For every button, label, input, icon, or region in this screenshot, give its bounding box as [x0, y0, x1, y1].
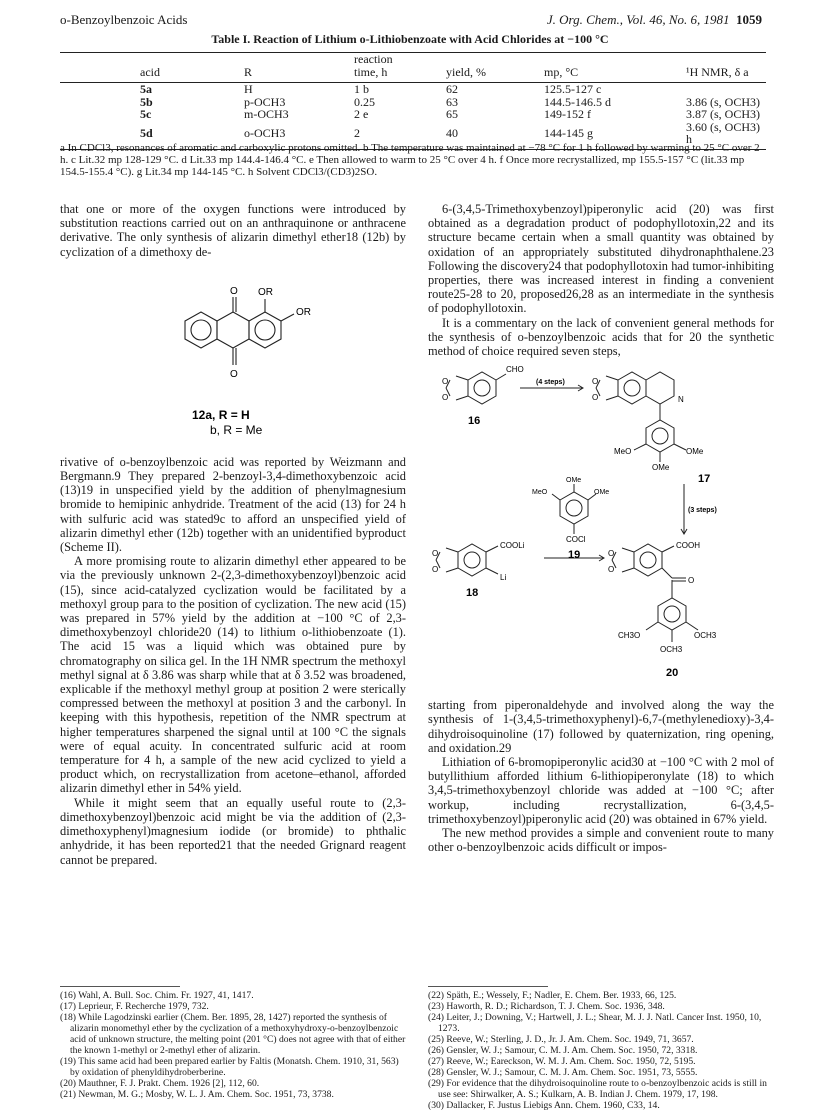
synthesis-scheme: [428, 358, 774, 698]
cocl-label: COCl: [566, 535, 586, 545]
table-cell: 2 e: [354, 107, 369, 121]
table-cell: 0.25: [354, 94, 375, 109]
reference-item: (18) While Lagodzinski earlier (Chem. Ber. 1895, 28, 1427) reported the synthesis of alizarin monomethyl ether by the cyclization of a methoxyhydroxy-o-benzoylbenzoic acid of unknown structure, the melting point (201 °C) does not agree with that of either the known 1-methyl or 2-methyl ether of alizarin.: [60, 1012, 406, 1056]
anthraquinone-structure-drawing: [60, 259, 406, 455]
table-cell: [680, 83, 766, 96]
table-cell: 144.5-146.5 d: [544, 94, 611, 109]
or-label: OR: [258, 286, 273, 298]
table-footnotes: a In CDCl3, resonances of aromatic and carboxylic protons omitted. b The temperature was maintained at −78 °C for 1 h followed by warming to 25 °C over 2 h. c Lit.32 mp 128-129 °C. d Lit.33 mp 144.4-146.4 °C. e Then allowed to warm to 25 °C over 4 h. f Once more recrystallized, mp 155.5-157 °C (lit.33 mp 154.5-155.4 °C). g Lit.34 mp 144-145 °C. h Solvent CDCl3/(CD3)2SO.: [60, 142, 760, 178]
oxygen-label: O: [608, 565, 615, 575]
reference-item: (23) Haworth, R. D.; Richardson, T. J. Chem. Soc. 1936, 348.: [428, 1001, 665, 1012]
paragraph: rivative of o-benzoylbenzoic acid was reported by Weizmann and Bergmann.9 They prepared 2-benzoyl-3,4-dimethoxybenzoic acid (13)19 in unspecified yield by the addition of phenylmagnesium bromide to hemipinic anhydride. Treatment of the acid (13) for 24 h with sulfuric acid was stated9c to afford an unspecified yield of alizarin dimethyl ether (12b) together with an unidentified byproduct (Scheme II).: [60, 454, 406, 555]
footnote-rule: [60, 986, 180, 987]
reference-item: (27) Reeve, W.; Eareckson, W. M. J. Am. Chem. Soc. 1950, 72, 5195.: [428, 1056, 696, 1067]
meo-label: MeO: [614, 447, 632, 457]
oxygen-label: O: [442, 377, 449, 387]
compound-20-label: 20: [666, 667, 679, 680]
paragraph: The new method provides a simple and convenient route to many other o-benzoylbenzoic acids difficult or impos-: [428, 826, 774, 855]
structure-12: [60, 259, 406, 455]
left-column: [60, 202, 406, 867]
running-head-left: o-Benzoylbenzoic Acids: [60, 12, 188, 27]
oxygen-label: O: [592, 393, 599, 403]
table-cell: 1 b: [354, 82, 369, 96]
table-cell: 144-145 g: [538, 121, 680, 150]
oxygen-label: O: [432, 549, 439, 559]
col-header: R: [238, 66, 348, 83]
synthesis-scheme-drawing: [428, 358, 774, 698]
cooh-label: COOH: [676, 541, 700, 551]
ome-label: OMe: [566, 477, 582, 485]
caption-12b: b, R = Me: [210, 422, 263, 437]
ome-label: OMe: [652, 463, 670, 473]
table-header-row: [60, 66, 766, 83]
och3-label: OCH3: [660, 645, 683, 655]
reference-item: (21) Newman, M. G.; Mosby, W. L. J. Am. Chem. Soc. 1951, 73, 3738.: [60, 1089, 334, 1100]
table-cell: 5a: [140, 82, 152, 96]
reference-item: (30) Dallacker, F. Justus Liebigs Ann. Chem. 1960, C33, 14.: [428, 1100, 660, 1111]
reference-item: (20) Mauthner, F. J. Prakt. Chem. 1926 [2], 112, 60.: [60, 1078, 260, 1089]
col-header: ¹H NMR, δ a: [680, 66, 766, 83]
reference-item: (24) Leiter, J.; Downing, V.; Hartwell, J. L.; Shear, M. J. J. Natl. Cancer Inst. 1950, 10, 1273.: [428, 1012, 762, 1034]
four-steps-label: (4 steps): [536, 379, 565, 387]
col-head-top: reaction: [354, 52, 393, 66]
table-cell: 5c: [140, 107, 152, 121]
table-cell: 65: [446, 107, 458, 121]
col-header: mp, °C: [538, 66, 680, 83]
ch3o-label: CH3O: [618, 631, 641, 641]
table-row: [60, 83, 766, 96]
table-cell: 3.86 (s, OCH3): [686, 94, 760, 109]
oxo-label: O: [230, 285, 238, 297]
reference-item: (28) Gensler, W. J.; Samour, C. M. J. Am. Chem. Soc. 1951, 73, 5555.: [428, 1067, 698, 1078]
journal-citation: J. Org. Chem., Vol. 46, No. 6, 1981: [546, 12, 730, 27]
reference-item: (26) Gensler, W. J.; Samour, C. M. J. Am. Chem. Soc. 1950, 72, 3318.: [428, 1045, 698, 1056]
ome-label: OMe: [686, 447, 704, 457]
paragraph: starting from piperonaldehyde and involved along the way the synthesis of 1-(3,4,5-trimethoxyphenyl)-6,7-(methylenedioxy)-3,4-dihydroisoquinoline (17) followed by quaternization, ring opening, and oxidation.29: [428, 698, 774, 755]
data-table: [60, 52, 766, 150]
compound-17-label: 17: [698, 473, 711, 486]
oxygen-label: O: [432, 565, 439, 575]
running-head-right: [547, 12, 762, 28]
three-steps-label: (3 steps): [688, 507, 717, 515]
reference-item: (19) This same acid had been prepared earlier by Faltis (Monatsh. Chem. 1910, 31, 563) by oxidation of phenyldihydroberberine.: [60, 1056, 399, 1078]
table-caption: Table I. Reaction of Lithium o-Lithiobenzoate with Acid Chlorides at −100 °C: [211, 32, 609, 46]
oxygen-label: O: [442, 393, 449, 403]
references-left: [60, 990, 406, 1100]
ome-label: OMe: [594, 489, 610, 497]
meo-label: MeO: [532, 489, 548, 497]
table-row: [60, 96, 766, 109]
table-cell: 2: [348, 121, 440, 150]
table-cell: 40: [440, 121, 538, 150]
col-header: acid: [60, 66, 238, 83]
page-number: 1059: [736, 12, 762, 27]
cooli-label: COOLi: [500, 541, 525, 551]
cho-label: CHO: [506, 365, 524, 375]
oxygen-label: O: [592, 377, 599, 387]
table-cell: m-OCH3: [244, 107, 289, 121]
reference-item: (29) For evidence that the dihydroisoquinoline route to o-benzoylbenzoic acids is still in use see: Shirwalker, A. S.; Kulkarn, A. B. Indian J. Chem. 1979, 17, 198.: [428, 1078, 767, 1100]
col-header: yield, %: [440, 66, 538, 83]
table-cell: 62: [446, 82, 458, 96]
table-cell: 3.87 (s, OCH3): [686, 107, 760, 121]
or-label: OR: [296, 306, 311, 318]
reference-item: (16) Wahl, A. Bull. Soc. Chim. Fr. 1927, 41, 1417.: [60, 990, 254, 1001]
reference-item: (17) Leprieur, F. Recherche 1979, 732.: [60, 1001, 209, 1012]
reference-item: (25) Reeve, W.; Sterling, J. D., Jr. J. Am. Chem. Soc. 1949, 71, 3657.: [428, 1034, 694, 1045]
carbonyl-o-label: O: [688, 576, 695, 586]
table-cell: 5d: [60, 121, 238, 150]
footnote-rule: [428, 986, 548, 987]
right-column: [428, 202, 774, 854]
paragraph: It is a commentary on the lack of convenient general methods for the synthesis of o-benzoylbenzoic acids that for 20 the synthetic method of choice required seven steps,: [428, 315, 774, 359]
table-cell: 3.60 (s, OCH3) h: [680, 121, 766, 150]
och3-label: OCH3: [694, 631, 717, 641]
compound-19-label: 19: [568, 549, 581, 562]
table-cell: 125.5-127 c: [544, 82, 602, 96]
table-cell: p-OCH3: [244, 94, 286, 109]
col-header: time, h: [348, 66, 440, 83]
li-label: Li: [500, 573, 507, 583]
oxygen-label: O: [608, 549, 615, 559]
paragraph: that one or more of the oxygen functions were introduced by substitution reactions carried out on an anthraquinone or anthracene derivative. The only synthesis of alizarin dimethyl ether18 (12b) by cyclization of a dimethoxy de-: [60, 202, 406, 259]
table-cell: o-OCH3: [238, 121, 348, 150]
oxo-label: O: [230, 368, 238, 380]
table-cell: 5b: [140, 94, 153, 109]
paragraph: 6-(3,4,5-Trimethoxybenzoyl)piperonylic acid (20) was first obtained as a degradation product of podophyllotoxin,22 and its structure became certain when a small quantity was obtained by oxidation of an appropriately substituted dihydronaphthalene.23 Following the discovery24 that podophyllotoxin had tumor-inhibiting properties, there was increased interest in finding a convenient route25-28 to 20, proposed26,28 as an intermediate in the synthesis of podophyllotoxin.: [428, 202, 774, 316]
paragraph: While it might seem that an equally useful route to (2,3-dimethoxybenzoyl)benzoic acid might be via the addition of (2,3-dimethoxyphenyl)magnesium iodide (or bromide) to phthalic anhydride, it has been reported21 that the needed Grignard reagent cannot be prepared.: [60, 795, 406, 867]
paragraph: A more promising route to alizarin dimethyl ether appeared to be via the previously unknown 2-(2,3-dimethoxybenzoyl)benzoic acid (15), since acid-catalyzed cyclization would be facilitated by a methoxyl group para to the position of cyclization. The new acid (15) was prepared in 57% yield by the addition at −100 °C of 2,3-dimethoxybenzoyl chloride20 (14) to lithium o-lithiobenzoate (1). The acid 15 was a liquid which was obtained pure by chromatography on silica gel. In the 1H NMR spectrum the methoxyl methyl signal at δ 3.86 was sharp while that at δ 3.52 was broadened, explicable if the methoxyl methyl group at position 2 were sterically compressed between the methoxyl at position 3 and the carbonyl. In keeping with this hypothesis, repetition of the NMR spectrum at higher temperatures sharpened the signal until at 100 °C the signals were of equal acuity. In concentrated sulfuric acid at room temperature for 4 h, a sample of the new acid cyclized to yield a product which, on recrystallization from acetone–ethanol, afforded alizarin dimethyl ether in 54% yield.: [60, 554, 406, 796]
compound-18-label: 18: [466, 587, 479, 600]
nitrogen-label: N: [678, 395, 684, 405]
table-cell: 149-152 f: [544, 107, 591, 121]
table-cell: 63: [446, 94, 458, 109]
paragraph: Lithiation of 6-bromopiperonylic acid30 at −100 °C with 2 mol of butyllithium afforded lithium 6-lithiopiperonylate (18) to which 3,4,5-trimethoxybenzoyl chloride was added at −100 °C; after workup, including recrystallization, 6-(3,4,5-trimethoxybenzoyl)piperonylic acid (20) was obtained in 67% yield.: [428, 755, 774, 826]
compound-16-label: 16: [468, 415, 481, 428]
table-row: [60, 108, 766, 121]
references-right: [428, 990, 774, 1111]
table-cell: H: [244, 82, 253, 96]
reference-item: (22) Späth, E.; Wessely, F.; Nadler, E. Chem. Ber. 1933, 66, 125.: [428, 990, 677, 1001]
caption-12a: 12a, R = H: [192, 407, 250, 422]
